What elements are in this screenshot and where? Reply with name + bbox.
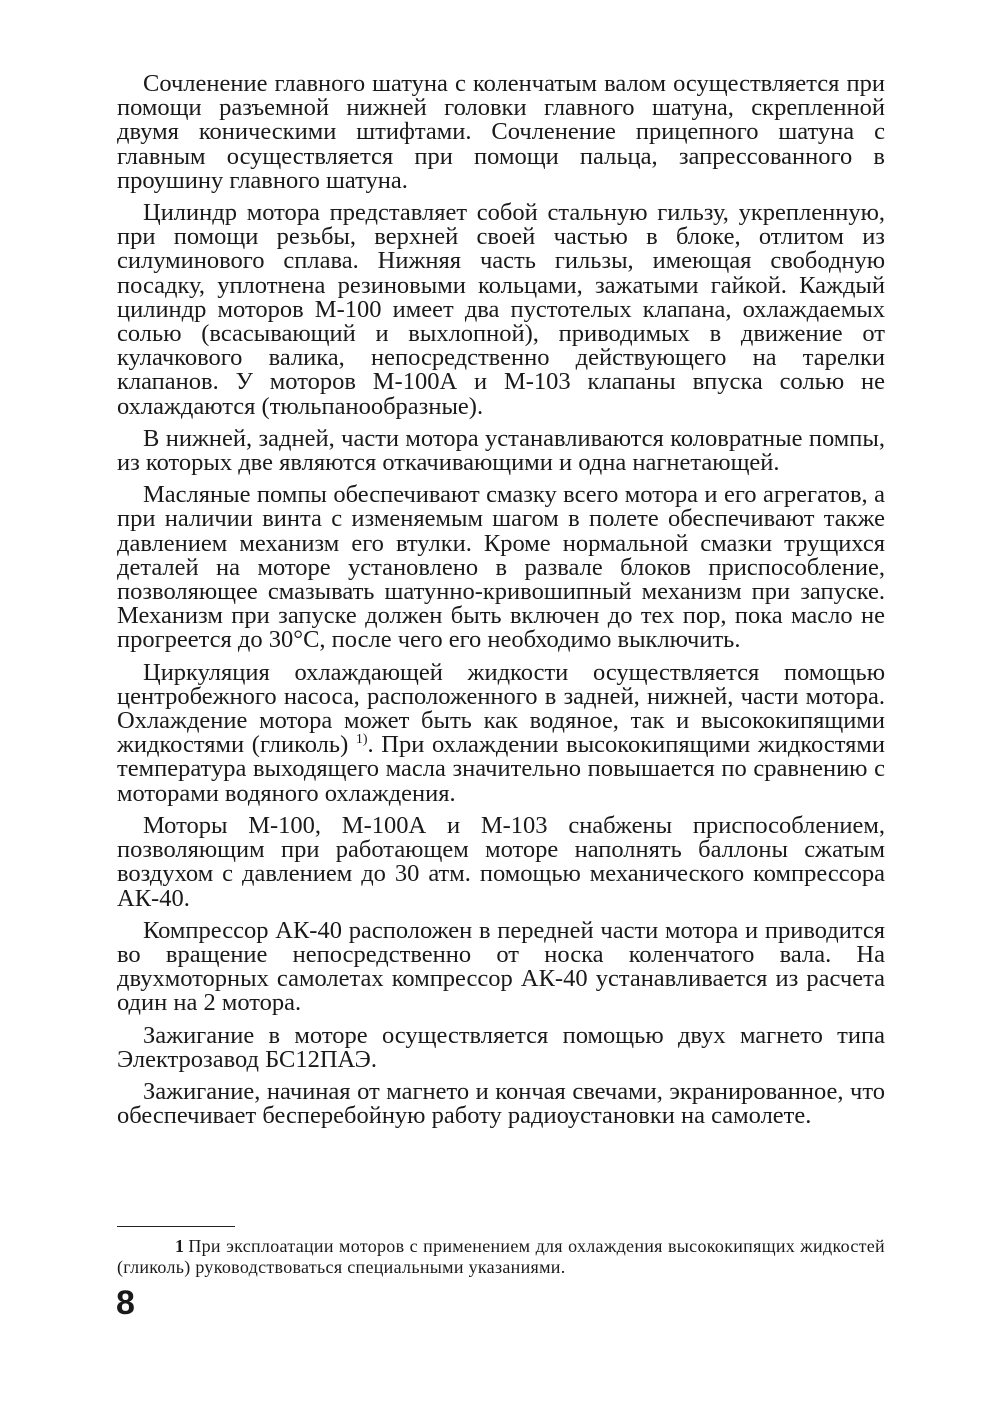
paragraph-5-text-before: Циркуляция охлаждающей жидкости осуществляется помощью центробежного насоса, расположенного в задней, нижней, части мотора. Охлаждение мотора может быть как водяное, так и высококипящими жидкостями (гликоль) xyxy=(117,658,885,759)
paragraph-7: Компрессор АК-40 расположен в передней части мотора и приводится во вращение непосредственно от носка коленчатого вала. На двухмоторных самолетах компрессор АК-40 устанавливается из расчета один на 2 мотора. xyxy=(117,916,885,1017)
paragraph-5 xyxy=(117,658,885,807)
paragraph-2: Цилиндр мотора представляет собой стальную гильзу, укрепленную, при помощи резьбы, верхней своей частью в блоке, отлитом из силуминового сплава. Нижняя часть гильзы, имеющая свободную посадку, уплотнена резиновыми кольцами, зажатыми гайкой. Каждый цилиндр моторов М-100 имеет два пустотелых клапана, охлаждаемых солью (всасывающий и выхлопной), приводимых в движение от кулачкового валика, непосредственно действующего на тарелки клапанов. У моторов М-100А и М-103 клапаны впуска солью не охлаждаются (тюльпанообразные). xyxy=(117,199,885,420)
paragraph-6: Моторы М-100, М-100А и М-103 снабжены приспособлением, позволяющим при работающем моторе наполнять баллоны сжатым воздухом с давлением до 30 атм. помощью механического компрессора АК-40. xyxy=(117,811,885,912)
footnote-mark: 1 xyxy=(175,1236,185,1256)
page-number: 8 xyxy=(116,1284,135,1322)
paragraph-4: Масляные помпы обеспечивают смазку всего мотора и его агрегатов, а при наличии винта с изменяемым шагом в полете обеспечивают также давлением механизм его втулки. Кроме нормальной смазки трущихся деталей на моторе установлено в развале блоков приспособление, позволяющее смазывать шатунно-кривошипный механизм при запуске. Механизм при запуске должен быть включен до тех пор, пока масло не прогреется до 30°С, после чего его необходимо выключить. xyxy=(117,481,885,654)
footnote-divider xyxy=(117,1226,235,1227)
paragraph-1: Сочленение главного шатуна с коленчатым валом осуществляется при помощи разъемной нижней головки главного шатуна, скрепленной двумя коническими штифтами. Сочленение прицепного шатуна с главным осуществляется при помощи пальца, запрессованного в проушину главного шатуна. xyxy=(117,70,885,194)
paragraph-3: В нижней, задней, части мотора устанавливаются коловратные помпы, из которых две являются откачивающими и одна нагнетающей. xyxy=(117,424,885,477)
body-text xyxy=(117,72,885,1136)
paragraph-5-text-after: . При охлаждении высококипящими жидкостями температура выходящего масла значительно повышается по сравнению с моторами водяного охлаждения. xyxy=(117,731,885,807)
paragraph-9: Зажигание, начиная от магнето и кончая свечами, экранированное, что обеспечивает бесперебойную работу радиоустановки на самолете. xyxy=(117,1077,885,1130)
footnote xyxy=(117,1236,885,1278)
paragraph-8: Зажигание в моторе осуществляется помощью двух магнето типа Электрозавод БС12ПАЭ. xyxy=(117,1021,885,1073)
footnote-reference: 1) xyxy=(355,732,368,748)
footnote-text: При эксплоатации моторов с применением для охлаждения высококипящих жидкостей (гликоль) руководствоваться специальными указаниями. xyxy=(117,1236,885,1277)
